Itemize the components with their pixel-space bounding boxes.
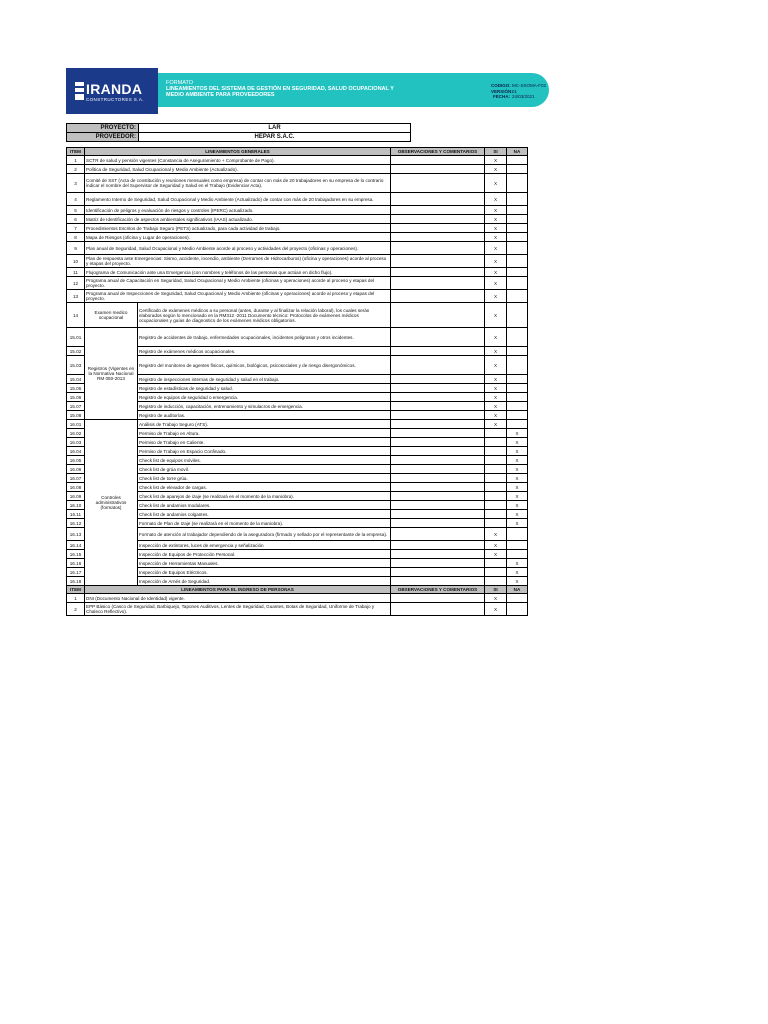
observations-cell (391, 474, 485, 483)
na-mark: X (507, 559, 528, 568)
table-row (67, 328, 528, 347)
requirement-text: Check list de torre grúa. (138, 474, 391, 483)
section-header-general (67, 148, 528, 156)
checklist-table (66, 147, 528, 616)
observations-cell (391, 402, 485, 411)
observations-cell (391, 568, 485, 577)
table-row (67, 174, 528, 193)
si-mark: X (485, 328, 507, 347)
item-number: 10 (67, 255, 85, 268)
observations-cell (391, 268, 485, 277)
item-number: 15.02 (67, 347, 85, 356)
requirement-text: Comité de SST (Acta de constitución y reuniones mensuales como empresa) de contar con más de 20 trabajadores en su empresa de lo contrario indicar el nombre del Supervisor de Seguridad y Salud en el Trabajo (Evidenciar Acta). (85, 174, 391, 193)
si-mark (485, 501, 507, 510)
requirement-text: EPP Básico (Casco de Seguridad, Barbiquejo, Tapones Auditivos, Lentes de Seguridad, Guantes, Botas de Seguridad, Uniforme de Trabajo y Chaleco Reflectivo). (85, 603, 391, 616)
item-number: 8 (67, 233, 85, 242)
na-mark (507, 594, 528, 603)
requirement-text: Matriz de Identificación de aspectos ambientales significativos (IAAS) actualizado. (85, 215, 391, 224)
observations-cell (391, 465, 485, 474)
requirement-text: Registro de inducción, capacitación, entrenamiento y simulacros de emergencia. (138, 402, 391, 411)
item-number: 16.13 (67, 528, 85, 541)
si-mark (485, 568, 507, 577)
si-mark: X (485, 206, 507, 215)
header-item: ITEM (67, 586, 85, 594)
requirement-text: Registro de inspecciones internas de seguridad y salud en el trabajo. (138, 375, 391, 384)
si-mark (485, 483, 507, 492)
item-number: 11 (67, 268, 85, 277)
item-number: 16.16 (67, 559, 85, 568)
na-mark: X (507, 510, 528, 519)
na-mark (507, 268, 528, 277)
observations-cell (391, 577, 485, 586)
requirement-text: SCTR de salud y pensión vigentes (Constancia de Aseguramiento + Comprobante de Pago). (85, 156, 391, 165)
category-label: Examen medico ocupacional (85, 303, 138, 328)
observations-cell (391, 420, 485, 429)
item-number: 15.01 (67, 328, 85, 347)
si-mark: X (485, 290, 507, 303)
observations-cell (391, 393, 485, 402)
requirement-text: Registro de accidentes de trabajo, enfermedades ocupacionales, incidentes peligrosos y otros incidentes. (138, 328, 391, 347)
na-mark (507, 356, 528, 375)
observations-cell (391, 290, 485, 303)
si-mark: X (485, 215, 507, 224)
na-mark (507, 541, 528, 550)
fecha-value: 24/03/2021 (512, 94, 535, 99)
table-row (67, 206, 528, 215)
si-mark: X (485, 224, 507, 233)
si-mark: X (485, 242, 507, 255)
observations-cell (391, 347, 485, 356)
category-label: Controles administrativos (formatos) (85, 420, 138, 586)
item-number: 16.17 (67, 568, 85, 577)
na-mark: X (507, 456, 528, 465)
si-mark: X (485, 156, 507, 165)
table-row (67, 165, 528, 174)
na-mark (507, 303, 528, 328)
proyecto-label: PROYECTO: (67, 124, 139, 133)
si-mark: X (485, 550, 507, 559)
item-number: 5 (67, 206, 85, 215)
table-row (67, 242, 528, 255)
observations-cell (391, 429, 485, 438)
si-mark (485, 492, 507, 501)
item-number: 4 (67, 193, 85, 206)
item-number: 16.11 (67, 510, 85, 519)
item-number: 16.04 (67, 447, 85, 456)
observations-cell (391, 356, 485, 375)
si-mark: X (485, 603, 507, 616)
observations-cell (391, 174, 485, 193)
na-mark (507, 603, 528, 616)
requirement-text: Programa anual de Inspecciones de Seguridad, Salud Ocupacional y Medio Ambiente (oficinas y operaciones) acorde al proceso y etapas del proyecto. (85, 290, 391, 303)
si-mark: X (485, 384, 507, 393)
na-mark (507, 165, 528, 174)
item-number: 15.03 (67, 356, 85, 375)
requirement-text: Permiso de Trabajo en Espacio Confinado. (138, 447, 391, 456)
si-mark (485, 519, 507, 528)
table-row (67, 268, 528, 277)
na-mark (507, 393, 528, 402)
na-mark (507, 550, 528, 559)
item-number: 1 (67, 594, 85, 603)
table-row (67, 594, 528, 603)
na-mark (507, 255, 528, 268)
observations-cell (391, 233, 485, 242)
requirement-text: Check list de andamios colgantes. (138, 510, 391, 519)
na-mark (507, 193, 528, 206)
si-mark: X (485, 268, 507, 277)
si-mark (485, 559, 507, 568)
observations-cell (391, 224, 485, 233)
item-number: 16.05 (67, 456, 85, 465)
observations-cell (391, 303, 485, 328)
observations-cell (391, 242, 485, 255)
item-number: 2 (67, 165, 85, 174)
fecha-label: FECHA: (493, 94, 510, 99)
si-mark: X (485, 233, 507, 242)
si-mark: X (485, 277, 507, 290)
observations-cell (391, 492, 485, 501)
format-label: FORMATO (166, 80, 193, 86)
logo-m-icon (75, 82, 84, 100)
table-row (67, 233, 528, 242)
observations-cell (391, 456, 485, 465)
si-mark: X (485, 347, 507, 356)
item-number: 16.08 (67, 483, 85, 492)
header-lineamientos: LINEAMIENTOS GENERALES (85, 148, 391, 156)
item-number: 16.06 (67, 465, 85, 474)
requirement-text: Reglamento Interno de Seguridad, Salud Ocupacional y Medio Ambiente (Actualizado) de contar con más de 20 trabajadores en su empresa. (85, 193, 391, 206)
na-mark (507, 411, 528, 420)
si-mark: X (485, 303, 507, 328)
requirement-text: Inspección de Equipos de Protección Personal. (138, 550, 391, 559)
observations-cell (391, 438, 485, 447)
na-mark (507, 420, 528, 429)
si-mark: X (485, 165, 507, 174)
requirement-text: Inspección de Equipos Eléctricos. (138, 568, 391, 577)
header-si: SI (485, 586, 507, 594)
na-mark (507, 206, 528, 215)
requirement-text: Registro del monitoreo de agentes físicos, químicos, biológicos, psicosociales y de riesgo disergonómicos. (138, 356, 391, 375)
si-mark: X (485, 528, 507, 541)
na-mark: X (507, 465, 528, 474)
item-number: 15.05 (67, 384, 85, 393)
requirement-text: Registro de estadísticas de seguridad y salud. (138, 384, 391, 393)
requirement-text: Formato de Plan de Izaje (se realizará en el momento de la maniobra). (138, 519, 391, 528)
observations-cell (391, 193, 485, 206)
table-row (67, 420, 528, 429)
proveedor-label: PROVEEDOR: (67, 133, 139, 142)
observations-cell (391, 277, 485, 290)
requirement-text: Check list de equipos móviles. (138, 456, 391, 465)
observations-cell (391, 255, 485, 268)
table-row (67, 193, 528, 206)
header-na: NA (507, 586, 528, 594)
category-label: Registros (Vigentes en la Normativa Nacional RM 050-2013 (85, 328, 138, 420)
observations-cell (391, 165, 485, 174)
observations-cell (391, 501, 485, 510)
na-mark (507, 375, 528, 384)
na-mark: X (507, 438, 528, 447)
item-number: 16.07 (67, 474, 85, 483)
observations-cell (391, 384, 485, 393)
requirement-text: Permiso de Trabajo en Caliente. (138, 438, 391, 447)
si-mark (485, 510, 507, 519)
requirement-text: Plan anual de Seguridad, Salud Ocupacional y Medio Ambiente acorde al proceso y actividades del proyecto (oficinas y operaciones). (85, 242, 391, 255)
si-mark: X (485, 255, 507, 268)
item-number: 16.03 (67, 438, 85, 447)
item-number: 15.06 (67, 393, 85, 402)
item-number: 16.01 (67, 420, 85, 429)
requirement-text: Formato de atención al trabajador dependiendo de la aseguradora (firmado y sellado por el representante de la empresa). (138, 528, 391, 541)
table-row (67, 215, 528, 224)
version-value: 01 (512, 88, 518, 94)
requirement-text: Flujograma de Comunicación ante una Emergencia (con nombres y teléfonos de las personas que actúan en dicho flujo). (85, 268, 391, 277)
requirement-text: Análisis de Trabajo Seguro (ATS). (138, 420, 391, 429)
document-header (66, 68, 549, 114)
requirement-text: Registro de exámenes médicos ocupacionales. (138, 347, 391, 356)
company-logo (66, 68, 158, 114)
document-title: LINEAMIENTOS DEL SISTEMA DE GESTIÓN EN SEGURIDAD, SALUD OCUPACIONAL Y MEDIO AMBIENTE PARA PROVEEDORES (166, 86, 394, 98)
requirement-text: Check list de andamios modulares. (138, 501, 391, 510)
si-mark (485, 577, 507, 586)
si-mark (485, 447, 507, 456)
table-row (67, 290, 528, 303)
proyecto-value: LAR (139, 124, 411, 133)
na-mark (507, 174, 528, 193)
requirement-text: Check list de grúa movil. (138, 465, 391, 474)
si-mark: X (485, 594, 507, 603)
si-mark: X (485, 420, 507, 429)
title-banner (158, 73, 549, 107)
header-si: SI (485, 148, 507, 156)
na-mark (507, 384, 528, 393)
na-mark: X (507, 447, 528, 456)
logo-name: IRANDA (86, 81, 143, 97)
codigo-label: CODIGO: (491, 83, 511, 88)
na-mark (507, 215, 528, 224)
si-mark: X (485, 193, 507, 206)
observations-cell (391, 411, 485, 420)
na-mark (507, 290, 528, 303)
project-info-table (66, 123, 411, 142)
header-lineamientos: LINEAMIENTOS PARA EL INGRESO DE PERSONAS (85, 586, 391, 594)
si-mark (485, 456, 507, 465)
observations-cell (391, 447, 485, 456)
header-item: ITEM (67, 148, 85, 156)
na-mark: X (507, 474, 528, 483)
table-row (67, 255, 528, 268)
document-meta (491, 83, 546, 100)
na-mark: X (507, 483, 528, 492)
item-number: 12 (67, 277, 85, 290)
requirement-text: Inspección de extintores, luces de emergencia y señalización (138, 541, 391, 550)
observations-cell (391, 541, 485, 550)
requirement-text: Inspección de Herramientas Manuales. (138, 559, 391, 568)
si-mark: X (485, 402, 507, 411)
table-row (67, 156, 528, 165)
na-mark (507, 224, 528, 233)
si-mark: X (485, 356, 507, 375)
si-mark (485, 438, 507, 447)
item-number: 15.07 (67, 402, 85, 411)
si-mark (485, 429, 507, 438)
codigo-value: MC-SSOMA-F02 (512, 83, 547, 88)
logo-subtitle: CONSTRUCTORES S.A. (86, 97, 144, 102)
si-mark: X (485, 411, 507, 420)
na-mark: X (507, 568, 528, 577)
table-row (67, 603, 528, 616)
item-number: 15.04 (67, 375, 85, 384)
section-header-ingreso (67, 586, 528, 594)
na-mark (507, 233, 528, 242)
observations-cell (391, 603, 485, 616)
item-number: 14 (67, 303, 85, 328)
requirement-text: Política de Seguridad, Salud Ocupacional y Medio Ambiente (Actualizado). (85, 165, 391, 174)
requirement-text: Check list de elevador de cargas. (138, 483, 391, 492)
si-mark (485, 465, 507, 474)
item-number: 16.02 (67, 429, 85, 438)
requirement-text: Certificado de exámenes médicos a su personal (antes, durante y al finalizar la relación laboral), los cuales serán elaborados según lo mencionado en la RM312 -2011 Documento técnico: Protocolos de exámenes médicos ocupacionales y guías de diagnostico de los exámenes médicos obligatorios. (138, 303, 391, 328)
observations-cell (391, 156, 485, 165)
item-number: 3 (67, 174, 85, 193)
observations-cell (391, 375, 485, 384)
na-mark (507, 328, 528, 347)
item-number: 7 (67, 224, 85, 233)
observations-cell (391, 559, 485, 568)
na-mark: X (507, 492, 528, 501)
table-row (67, 224, 528, 233)
requirement-text: DNI (Documento Nacional de Identidad) vigente. (85, 594, 391, 603)
observations-cell (391, 519, 485, 528)
observations-cell (391, 594, 485, 603)
na-mark (507, 277, 528, 290)
na-mark (507, 156, 528, 165)
header-na: NA (507, 148, 528, 156)
requirement-text: Procedimientos Escritos de Trabajo Seguro (PETS) actualizado, para cada actividad de trabajo. (85, 224, 391, 233)
na-mark (507, 402, 528, 411)
observations-cell (391, 483, 485, 492)
observations-cell (391, 528, 485, 541)
item-number: 9 (67, 242, 85, 255)
requirement-text: Registro de equipos de seguridad o emergencia. (138, 393, 391, 402)
header-observaciones: OBSERVACIONES Y COMENTARIOS (391, 148, 485, 156)
requirement-text: Check list de aparejos de izaje (se realizará en el momento de la maniobra). (138, 492, 391, 501)
observations-cell (391, 215, 485, 224)
requirement-text: Plan de respuesta ante Emergencias: Sismo, accidente, incendio, ambiente (Derrames de Hidrocarburos) (oficina y operaciones) acorde al proceso y etapas del proyecto. (85, 255, 391, 268)
proveedor-value: HEPAR S.A.C. (139, 133, 411, 142)
requirement-text: Registro de auditorías. (138, 411, 391, 420)
table-row (67, 303, 528, 328)
item-number: 2 (67, 603, 85, 616)
requirement-text: Inspección de Arnés de Seguridad. (138, 577, 391, 586)
requirement-text: Identificación de peligros y evaluación de riesgos y controles (IPERC) actualizado. (85, 206, 391, 215)
item-number: 16.09 (67, 492, 85, 501)
na-mark (507, 242, 528, 255)
requirement-text: Mapa de Riesgos (oficina y Lugar de operaciones). (85, 233, 391, 242)
observations-cell (391, 510, 485, 519)
requirement-text: Programa anual de Capacitación en Seguridad, Salud Ocupacional y Medio Ambiente (oficinas y operaciones) acorde al proceso y etapas del proyecto. (85, 277, 391, 290)
header-observaciones: OBSERVACIONES Y COMENTARIOS (391, 586, 485, 594)
na-mark: X (507, 519, 528, 528)
si-mark: X (485, 541, 507, 550)
na-mark (507, 347, 528, 356)
si-mark: X (485, 393, 507, 402)
si-mark: X (485, 375, 507, 384)
observations-cell (391, 206, 485, 215)
observations-cell (391, 550, 485, 559)
item-number: 16.18 (67, 577, 85, 586)
item-number: 16.14 (67, 541, 85, 550)
version-label: VERSIÓN: (491, 88, 513, 94)
na-mark: X (507, 577, 528, 586)
observations-cell (391, 328, 485, 347)
si-mark (485, 474, 507, 483)
na-mark: X (507, 429, 528, 438)
requirement-text: Permiso de Trabajo en Altura. (138, 429, 391, 438)
item-number: 16.15 (67, 550, 85, 559)
si-mark: X (485, 174, 507, 193)
item-number: 13 (67, 290, 85, 303)
na-mark (507, 528, 528, 541)
item-number: 6 (67, 215, 85, 224)
item-number: 1 (67, 156, 85, 165)
na-mark: X (507, 501, 528, 510)
item-number: 16.12 (67, 519, 85, 528)
item-number: 15.08 (67, 411, 85, 420)
table-row (67, 277, 528, 290)
item-number: 16.10 (67, 501, 85, 510)
